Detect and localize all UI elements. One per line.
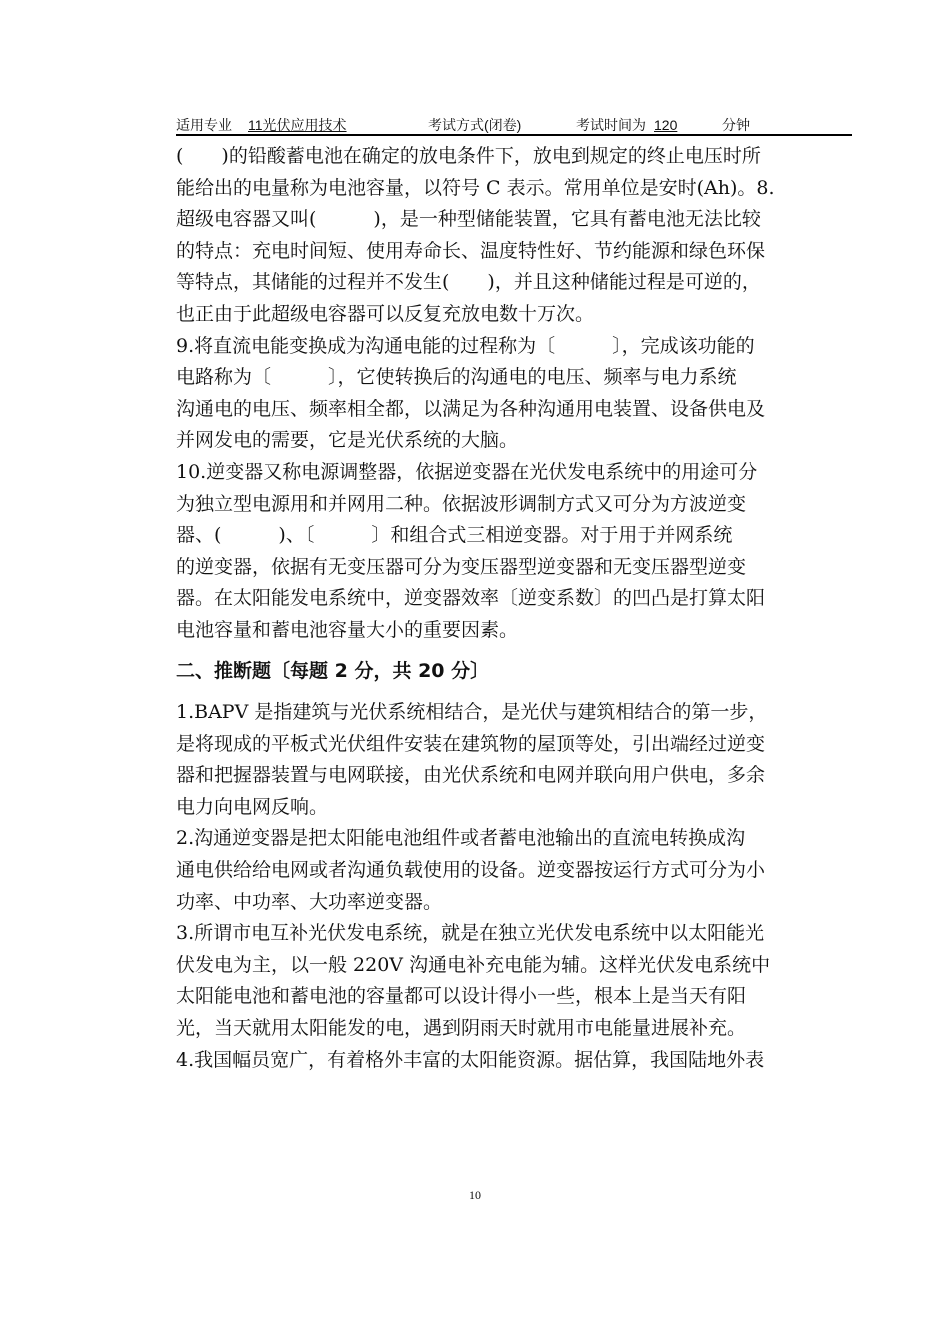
text-line: 3.所谓市电互补光伏发电系统，就是在独立光伏发电系统中以太阳能光 <box>176 922 765 945</box>
text-line: 通电供给给电网或者沟通负载使用的设备。逆变器按运行方式可分为小 <box>176 859 766 882</box>
text-line: 光，当天就用太阳能发的电，遇到阴雨天时就用市电能量进展补充。 <box>176 1017 747 1040</box>
text-line: 并网发电的需要，它是光伏系统的大脑。 <box>176 429 519 452</box>
time-value: 120 <box>654 117 678 133</box>
text-line: 9.将直流电能变换成为沟通电能的过程称为〔 〕，完成该功能的 <box>176 334 755 357</box>
text-line: 器。在太阳能发电系统中，逆变器效率〔逆变系数〕的凹凸是打算太阳 <box>176 587 766 610</box>
text-line: 电池容量和蓄电池容量大小的重要因素。 <box>176 618 519 641</box>
text-line: 10.逆变器又称电源调整器，依据逆变器在光伏发电系统中的用途可分 <box>176 460 758 483</box>
major-value: 11光伏应用技术 <box>248 117 347 133</box>
text-line: 2.沟通逆变器是把太阳能电池组件或者蓄电池输出的直流电转换成沟 <box>176 827 746 850</box>
text-line: 器和把握器装置与电网联接，由光伏系统和电网并联向用户供电，多余 <box>176 764 766 787</box>
text-line: 器、( )、〔 〕和组合式三相逆变器。对于用于并网系统 <box>176 524 733 547</box>
text-line: 功率、中功率、大功率逆变器。 <box>176 890 443 913</box>
exam-mode: 考试方式(闭卷) <box>428 117 522 133</box>
document-body <box>176 141 866 1076</box>
text-line: 能给出的电量称为电池容量，以符号 C 表示。常用单位是安时(Ah)。8. <box>176 176 775 199</box>
text-line: 是将现成的平板式光伏组件安装在建筑物的屋顶等处，引出端经过逆变 <box>176 732 766 755</box>
text-line: 的逆变器，依据有无变压器可分为变压器型逆变器和无变压器型逆变 <box>176 555 747 578</box>
text-line: 太阳能电池和蓄电池的容量都可以设计得小一些，根本上是当天有阳 <box>176 985 747 1008</box>
text-line: 电路称为〔 〕，它使转换后的沟通电的电压、频率与电力系统 <box>176 366 737 389</box>
text-line: 伏发电为主，以一般 220V 沟通电补充电能为辅。这样光伏发电系统中 <box>176 953 771 976</box>
page-number: 10 <box>469 1188 481 1202</box>
text-line: 1.BAPV 是指建筑与光伏系统相结合，是光伏与建筑相结合的第一步， <box>176 701 768 724</box>
time-label: 考试时间为 <box>576 117 646 133</box>
text-line: 的特点：充电时间短、使用寿命长、温度特性好、节约能源和绿色环保 <box>176 239 766 262</box>
text-line: 超级电容器又叫( )，是一种型储能装置，它具有蓄电池无法比较 <box>176 208 761 231</box>
text-line: 电力向电网反响。 <box>176 795 329 818</box>
major-label: 适用专业 <box>176 117 232 133</box>
text-line: 等特点，其储能的过程并不发生( )，并且这种储能过程是可逆的， <box>176 271 761 294</box>
exam-header <box>176 116 852 136</box>
text-line: 4.我国幅员宽广，有着格外丰富的太阳能资源。据估算，我国陆地外表 <box>176 1048 765 1071</box>
text-line: 为独立型电源用和并网用二种。依据波形调制方式又可分为方波逆变 <box>176 492 747 515</box>
text-line: ( )的铅酸蓄电池在确定的放电条件下，放电到规定的终止电压时所 <box>176 145 761 167</box>
text-line: 沟通电的电压、频率相全都，以满足为各种沟通用电装置、设备供电及 <box>176 397 766 420</box>
text-line: 也正由于此超级电容器可以反复充放电数十万次。 <box>176 302 595 325</box>
time-unit: 分钟 <box>722 117 750 133</box>
section-title: 二、推断题〔每题 2 分，共 20 分〕 <box>176 659 490 682</box>
